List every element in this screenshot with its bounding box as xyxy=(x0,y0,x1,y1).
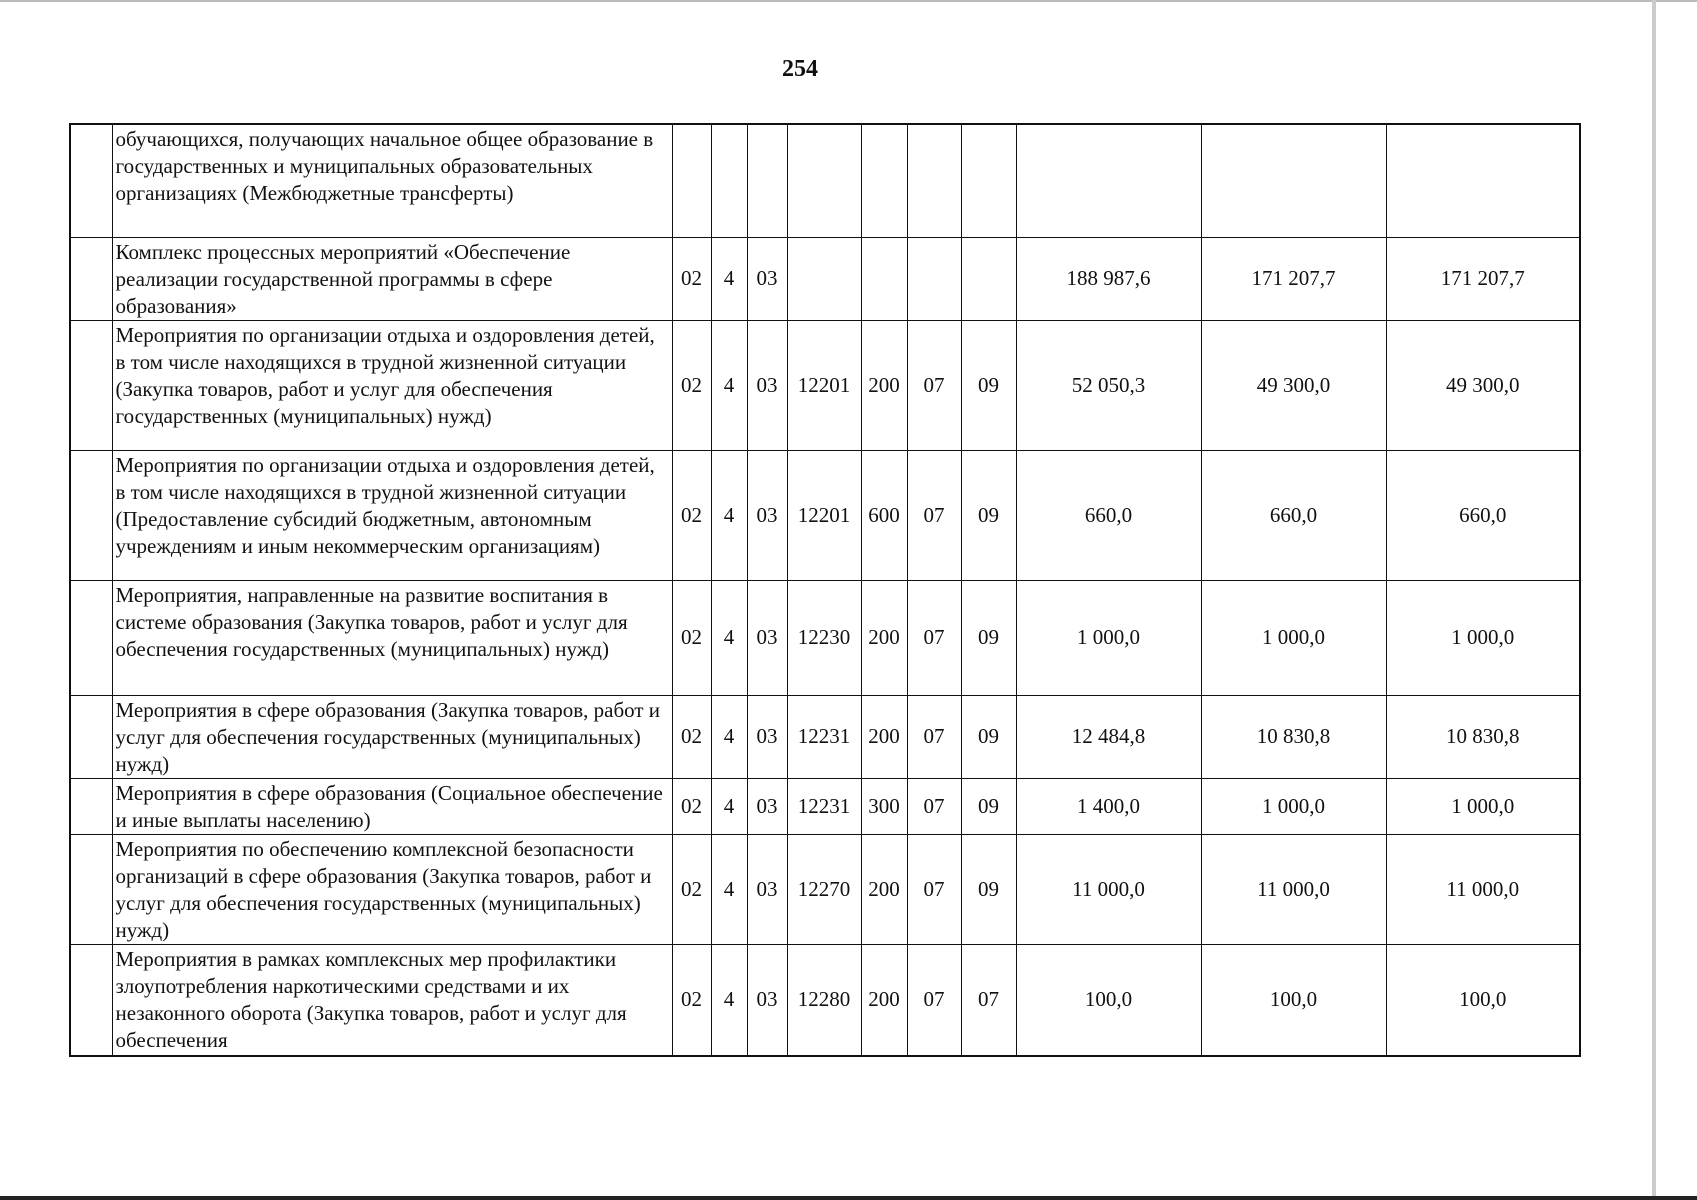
code-cell-c7: 09 xyxy=(961,834,1016,944)
code-cell-c7: 09 xyxy=(961,450,1016,580)
code-cell-c2: 4 xyxy=(711,320,747,450)
code-cell-c4: 12280 xyxy=(787,944,861,1056)
code-cell-c2: 4 xyxy=(711,237,747,320)
amount-cell-v3: 100,0 xyxy=(1386,944,1580,1056)
code-cell-c4: 12230 xyxy=(787,580,861,695)
table-row xyxy=(70,450,1580,580)
code-cell-c7 xyxy=(961,237,1016,320)
code-cell-c3: 03 xyxy=(747,450,787,580)
code-cell-c2: 4 xyxy=(711,580,747,695)
page-number: 254 xyxy=(782,56,818,82)
budget-table xyxy=(69,123,1581,1057)
amount-cell-v2: 10 830,8 xyxy=(1201,695,1386,778)
amount-cell-v2: 100,0 xyxy=(1201,944,1386,1056)
amount-cell-v2: 171 207,7 xyxy=(1201,237,1386,320)
row-number-cell xyxy=(70,320,112,450)
amount-cell-v2: 49 300,0 xyxy=(1201,320,1386,450)
amount-cell-v1: 1 000,0 xyxy=(1016,580,1201,695)
code-cell-c3: 03 xyxy=(747,320,787,450)
code-cell-c4: 12231 xyxy=(787,695,861,778)
table-row xyxy=(70,237,1580,320)
code-cell-c7: 09 xyxy=(961,580,1016,695)
code-cell-c4: 12270 xyxy=(787,834,861,944)
code-cell-c3: 03 xyxy=(747,944,787,1056)
scan-right-edge xyxy=(1652,0,1656,1200)
amount-cell-v2: 660,0 xyxy=(1201,450,1386,580)
code-cell-c4 xyxy=(787,124,861,237)
table-row xyxy=(70,580,1580,695)
code-cell-c6: 07 xyxy=(907,320,961,450)
code-cell-c4 xyxy=(787,237,861,320)
page-top-edge xyxy=(0,0,1697,2)
code-cell-c1: 02 xyxy=(672,834,711,944)
table-row xyxy=(70,834,1580,944)
table-row xyxy=(70,695,1580,778)
amount-cell-v1: 100,0 xyxy=(1016,944,1201,1056)
row-description: Мероприятия, направленные на развитие воспитания в системе образования (Закупка товаров, работ и услуг для обеспечения государственных (муниципальных) нужд) xyxy=(112,580,672,695)
code-cell-c4: 12231 xyxy=(787,778,861,834)
row-number-cell xyxy=(70,778,112,834)
code-cell-c6: 07 xyxy=(907,834,961,944)
budget-table-container xyxy=(69,123,1579,1057)
row-description: Комплекс процессных мероприятий «Обеспечение реализации государственной программы в сфере образования» xyxy=(112,237,672,320)
table-row xyxy=(70,320,1580,450)
amount-cell-v3: 1 000,0 xyxy=(1386,580,1580,695)
code-cell-c6: 07 xyxy=(907,695,961,778)
table-row xyxy=(70,944,1580,1056)
code-cell-c1: 02 xyxy=(672,450,711,580)
amount-cell-v2 xyxy=(1201,124,1386,237)
code-cell-c3 xyxy=(747,124,787,237)
code-cell-c1: 02 xyxy=(672,580,711,695)
amount-cell-v1: 12 484,8 xyxy=(1016,695,1201,778)
code-cell-c1: 02 xyxy=(672,944,711,1056)
row-number-cell xyxy=(70,580,112,695)
code-cell-c7 xyxy=(961,124,1016,237)
row-number-cell xyxy=(70,695,112,778)
code-cell-c3: 03 xyxy=(747,237,787,320)
code-cell-c3: 03 xyxy=(747,695,787,778)
code-cell-c6 xyxy=(907,237,961,320)
row-description: Мероприятия в сфере образования (Закупка товаров, работ и услуг для обеспечения государственных (муниципальных) нужд) xyxy=(112,695,672,778)
amount-cell-v3: 1 000,0 xyxy=(1386,778,1580,834)
code-cell-c6 xyxy=(907,124,961,237)
code-cell-c7: 09 xyxy=(961,778,1016,834)
row-description: Мероприятия по организации отдыха и оздоровления детей, в том числе находящихся в трудной жизненной ситуации (Закупка товаров, работ и услуг для обеспечения государственных (муниципальных) нужд) xyxy=(112,320,672,450)
amount-cell-v1 xyxy=(1016,124,1201,237)
code-cell-c2: 4 xyxy=(711,944,747,1056)
code-cell-c3: 03 xyxy=(747,834,787,944)
code-cell-c7: 07 xyxy=(961,944,1016,1056)
amount-cell-v3: 660,0 xyxy=(1386,450,1580,580)
row-description: Мероприятия по организации отдыха и оздоровления детей, в том числе находящихся в трудной жизненной ситуации (Предоставление субсидий бюджетным, автономным учреждениям и иным некоммерческим организациям) xyxy=(112,450,672,580)
code-cell-c2: 4 xyxy=(711,695,747,778)
table-row xyxy=(70,124,1580,237)
code-cell-c7: 09 xyxy=(961,695,1016,778)
amount-cell-v1: 660,0 xyxy=(1016,450,1201,580)
code-cell-c3: 03 xyxy=(747,778,787,834)
code-cell-c6: 07 xyxy=(907,450,961,580)
amount-cell-v1: 52 050,3 xyxy=(1016,320,1201,450)
row-description: обучающихся, получающих начальное общее образование в государственных и муниципальных образовательных организациях (Межбюджетные трансферты) xyxy=(112,124,672,237)
code-cell-c6: 07 xyxy=(907,944,961,1056)
row-number-cell xyxy=(70,124,112,237)
amount-cell-v1: 11 000,0 xyxy=(1016,834,1201,944)
code-cell-c5: 200 xyxy=(861,834,907,944)
code-cell-c1 xyxy=(672,124,711,237)
row-description: Мероприятия в рамках комплексных мер профилактики злоупотребления наркотическими средствами и их незаконного оборота (Закупка товаров, работ и услуг для обеспечения xyxy=(112,944,672,1056)
amount-cell-v1: 1 400,0 xyxy=(1016,778,1201,834)
code-cell-c1: 02 xyxy=(672,320,711,450)
code-cell-c1: 02 xyxy=(672,695,711,778)
amount-cell-v3: 11 000,0 xyxy=(1386,834,1580,944)
row-number-cell xyxy=(70,944,112,1056)
row-number-cell xyxy=(70,450,112,580)
code-cell-c5: 200 xyxy=(861,580,907,695)
code-cell-c5: 200 xyxy=(861,320,907,450)
amount-cell-v3 xyxy=(1386,124,1580,237)
code-cell-c4: 12201 xyxy=(787,450,861,580)
amount-cell-v2: 11 000,0 xyxy=(1201,834,1386,944)
row-description: Мероприятия в сфере образования (Социальное обеспечение и иные выплаты населению) xyxy=(112,778,672,834)
code-cell-c2: 4 xyxy=(711,778,747,834)
amount-cell-v3: 49 300,0 xyxy=(1386,320,1580,450)
amount-cell-v3: 10 830,8 xyxy=(1386,695,1580,778)
code-cell-c5: 300 xyxy=(861,778,907,834)
code-cell-c5 xyxy=(861,237,907,320)
code-cell-c3: 03 xyxy=(747,580,787,695)
code-cell-c4: 12201 xyxy=(787,320,861,450)
code-cell-c2: 4 xyxy=(711,450,747,580)
code-cell-c6: 07 xyxy=(907,580,961,695)
code-cell-c5: 200 xyxy=(861,695,907,778)
code-cell-c1: 02 xyxy=(672,778,711,834)
code-cell-c7: 09 xyxy=(961,320,1016,450)
amount-cell-v2: 1 000,0 xyxy=(1201,778,1386,834)
code-cell-c5: 600 xyxy=(861,450,907,580)
code-cell-c2 xyxy=(711,124,747,237)
row-number-cell xyxy=(70,237,112,320)
amount-cell-v1: 188 987,6 xyxy=(1016,237,1201,320)
code-cell-c5 xyxy=(861,124,907,237)
code-cell-c1: 02 xyxy=(672,237,711,320)
code-cell-c2: 4 xyxy=(711,834,747,944)
code-cell-c5: 200 xyxy=(861,944,907,1056)
table-row xyxy=(70,778,1580,834)
amount-cell-v3: 171 207,7 xyxy=(1386,237,1580,320)
amount-cell-v2: 1 000,0 xyxy=(1201,580,1386,695)
row-description: Мероприятия по обеспечению комплексной безопасности организаций в сфере образования (Закупка товаров, работ и услуг для обеспечения государственных (муниципальных) нужд) xyxy=(112,834,672,944)
row-number-cell xyxy=(70,834,112,944)
page-bottom-edge xyxy=(0,1196,1697,1200)
code-cell-c6: 07 xyxy=(907,778,961,834)
